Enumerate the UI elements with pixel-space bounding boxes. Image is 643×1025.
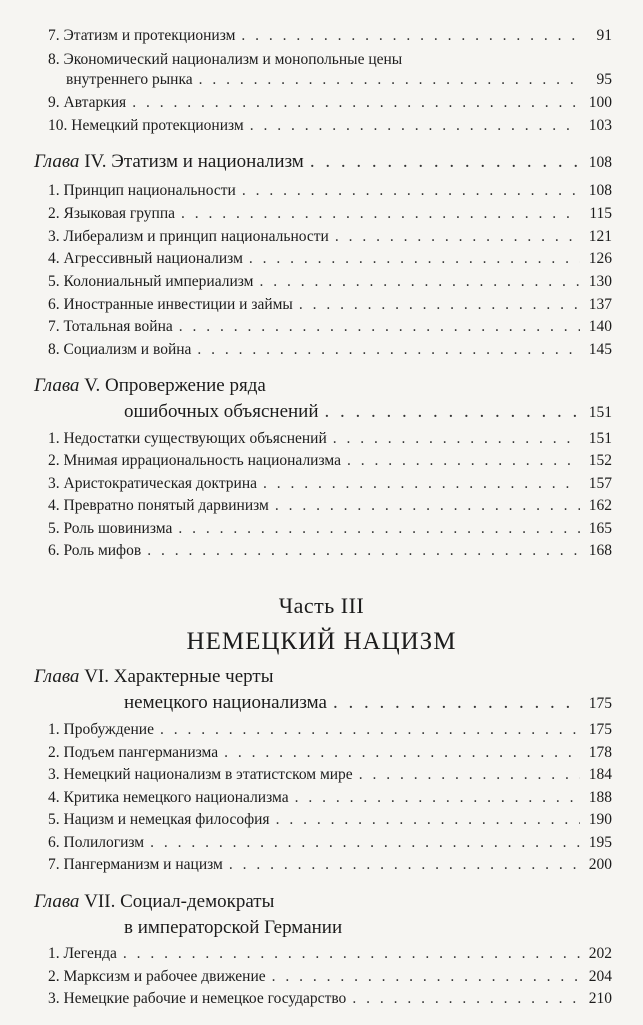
toc-entry: 3. Немецкие рабочие и немецкое государство . . . 210 — [48, 989, 612, 1009]
chapter-heading: Глава V. Опровержение ряда — [34, 375, 266, 396]
toc-entry: 10. Немецкий протекционизм . . . 103 — [48, 116, 612, 136]
toc-entry: 7. Тотальная война . . . 140 — [48, 317, 612, 337]
chapter-heading-line2: в императорской Германии — [124, 917, 343, 938]
toc-entry: 1. Принцип национальности . . . 108 — [48, 181, 612, 201]
toc-entry: 4. Превратно понятый дарвинизм . . . 162 — [48, 496, 612, 516]
toc-entry: 1. Пробуждение . . . 175 — [48, 720, 612, 740]
toc-entry: 6. Роль мифов . . . 168 — [48, 541, 612, 561]
toc-entry: внутреннего рынка . . . 95 — [66, 70, 612, 90]
toc-entry: 9. Автаркия . . . 100 — [48, 93, 612, 113]
toc-entry: 5. Роль шовинизма . . . 165 — [48, 519, 612, 539]
part-title: НЕМЕЦКИЙ НАЦИЗМ — [186, 628, 457, 655]
toc-entry: 3. Аристократическая доктрина . . . 157 — [48, 474, 612, 494]
toc-entry: 6. Иностранные инвестиции и займы . . . 137 — [48, 295, 612, 315]
toc-entry: 5. Нацизм и немецкая философия . . . 190 — [48, 810, 612, 830]
toc-entry: 3. Немецкий национализм в этатистском мире . . . 184 — [48, 765, 612, 785]
toc-entry-line1: 8. Экономический национализм и монопольные цены — [48, 51, 403, 68]
toc-entry: 2. Подъем пангерманизма . . . 178 — [48, 743, 612, 763]
toc-entry: 2. Марксизм и рабочее движение . . . 204 — [48, 967, 612, 987]
chapter-heading-line2: немецкого национализма . . . 175 — [124, 691, 612, 716]
toc-entry: 4. Агрессивный национализм . . . 126 — [48, 249, 612, 269]
toc-entry: 2. Мнимая иррациональность национализма . . . 152 — [48, 451, 612, 471]
toc-entry: 6. Полилогизм . . . 195 — [48, 833, 612, 853]
toc-entry: 8. Социализм и война . . . 145 — [48, 340, 612, 360]
toc-entry: 3. Либерализм и принцип национальности . . . 121 — [48, 227, 612, 247]
toc-entry: 7. Пангерманизм и нацизм . . . 200 — [48, 855, 612, 875]
toc-entry: 5. Колониальный империализм . . . 130 — [48, 272, 612, 292]
chapter-heading: Глава VI. Характерные черты — [34, 666, 274, 687]
toc-entry: 1. Легенда . . . 202 — [48, 944, 612, 964]
toc-entry: 2. Языковая группа . . . 115 — [48, 204, 612, 224]
toc-entry: 7. Этатизм и протекционизм . . . 91 — [48, 26, 612, 46]
toc-entry: 4. Критика немецкого национализма . . . 188 — [48, 788, 612, 808]
part-label: Часть III — [278, 593, 365, 618]
chapter-heading-line2: ошибочных объяснений . . . 151 — [124, 400, 612, 425]
chapter-heading: Глава IV. Этатизм и национализм . . . 108 — [34, 150, 612, 175]
chapter-heading: Глава VII. Социал-демократы — [34, 891, 275, 912]
toc-entry: 1. Недостатки существующих объяснений . . . 151 — [48, 429, 612, 449]
